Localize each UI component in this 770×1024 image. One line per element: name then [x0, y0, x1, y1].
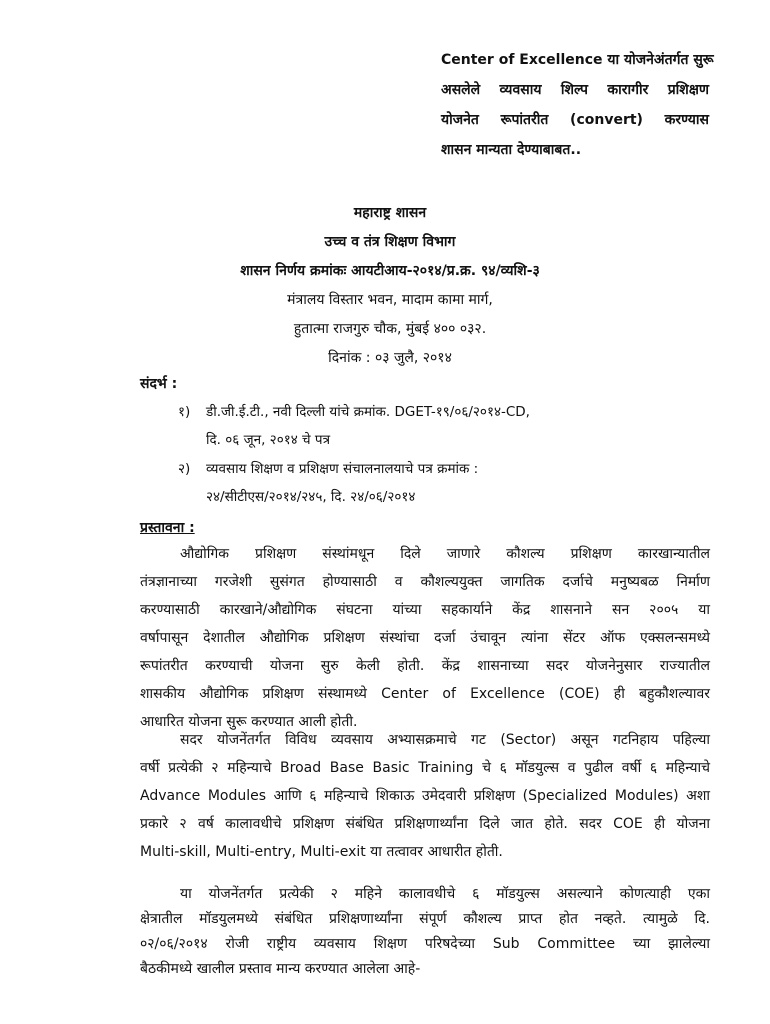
paragraph-line: Multi-skill, Multi-entry, Multi-exit या तत्वावर आधारीत होती. — [140, 844, 503, 860]
paragraph-line: करण्यासाठी कारखाने/औद्योगिक संघटना यांच्या सहकार्याने केंद्र शासनाने सन २००५ या — [140, 602, 710, 618]
reference-line: २४/सीटीएस/२०१४/२४५, दि. २४/०६/२०१४ — [206, 489, 416, 505]
paragraph-line: वर्षापासून देशातील औद्योगिक प्रशिक्षण संस्थांचा दर्जा उंचावून त्यांना सेंटर ऑफ एक्सलन्समध्ये — [140, 630, 710, 646]
subject-line: असलेले व्यवसाय शिल्प कारागीर प्रशिक्षण — [441, 82, 709, 98]
reference-number: २) — [178, 461, 191, 477]
subject-line: Center of Excellence या योजनेअंतर्गत सुरू — [441, 52, 714, 68]
paragraph-line: रूपांतरीत करण्याची योजना सुरु केली होती. केंद्र शासनाच्या सदर योजनेनुसार राज्यातील — [140, 658, 710, 674]
document-header — [140, 203, 640, 377]
reference-item — [178, 459, 698, 507]
paragraph-line: क्षेत्रातील मॉडयुलमध्ये संबंधित प्रशिक्षणार्थ्यांना संपूर्ण कौशल्य प्राप्त होत नव्हते. त्यामुळे दि. — [140, 911, 710, 927]
paragraph-line: Advance Modules आणि ६ महिन्याचे शिकाऊ उमेदवारी प्रशिक्षण (Specialized Modules) अशा — [140, 788, 710, 804]
references-list — [178, 402, 698, 507]
gr-number: शासन निर्णय क्रमांकः आयटीआय-२०१४/प्र.क्र. ९४/व्यशि-३ — [240, 263, 540, 279]
references-label: संदर्भ : — [140, 376, 178, 392]
reference-number: १) — [178, 404, 191, 420]
paragraph-line: आधारित योजना सुरू करण्यात आली होती. — [140, 714, 358, 730]
paragraph-line: वर्षी प्रत्येकी २ महिन्याचे Broad Base Basic Training चे ६ मॉडयुल्स व पुढील वर्षी ६ महिन्याचे — [140, 760, 710, 776]
paragraph-line: औद्योगिक प्रशिक्षण संस्थांमधून दिले जाणारे कौशल्य प्रशिक्षण कारखान्यातील — [180, 546, 710, 562]
subject-line: योजनेत रूपांतरीत (convert) करण्यास — [441, 112, 709, 128]
department-name: उच्च व तंत्र शिक्षण विभाग — [324, 234, 456, 250]
paragraph-line: सदर योजनेंतर्गत विविध व्यवसाय अभ्यासक्रमाचे गट (Sector) असून गटनिहाय पहिल्या — [180, 732, 710, 748]
paragraph-line: या योजनेंतर्गत प्रत्येकी २ महिने कालावधीचे ६ मॉडयुल्स असल्याने कोणत्याही एका — [180, 886, 710, 902]
subject-block — [441, 50, 714, 170]
preamble-paragraph-2 — [140, 726, 710, 866]
paragraph-line: बैठकीमध्ये खालील प्रस्ताव मान्य करण्यात आलेला आहे- — [140, 961, 421, 977]
government-name: महाराष्ट्र शासन — [353, 205, 427, 221]
reference-line: दि. ०६ जून, २०१४ चे पत्र — [206, 432, 331, 448]
paragraph-line: प्रकारे २ वर्ष कालावधीचे प्रशिक्षण संबंधित प्रशिक्षणार्थ्यांना दिले जात होते. सदर COE ही योजना — [140, 816, 710, 832]
address-line-1: मंत्रालय विस्तार भवन, मादाम कामा मार्ग, — [287, 292, 493, 308]
document-date: दिनांक : ०३ जुलै, २०१४ — [328, 350, 452, 366]
preamble-heading: प्रस्तावना : — [140, 520, 195, 536]
subject-line: शासन मान्यता देण्याबाबत.. — [441, 142, 582, 158]
paragraph-line: ०२/०६/२०१४ रोजी राष्ट्रीय व्यवसाय शिक्षण परिषदेच्या Sub Committee च्या झालेल्या — [140, 936, 710, 952]
paragraph-line: शासकीय औद्योगिक प्रशिक्षण संस्थामध्ये Center of Excellence (COE) ही बहुकौशल्यावर — [140, 686, 710, 702]
reference-line: डी.जी.ई.टी., नवी दिल्ली यांचे क्रमांक. DGET-१९/०६/२०१४-CD, — [206, 404, 530, 420]
address-line-2: हुतात्मा राजगुरु चौक, मुंबई ४०० ०३२. — [293, 321, 487, 337]
preamble-paragraph-3 — [140, 882, 710, 982]
reference-line: व्यवसाय शिक्षण व प्रशिक्षण संचालनालयाचे पत्र क्रमांक : — [206, 461, 479, 477]
paragraph-line: तंत्रज्ञानाच्या गरजेशी सुसंगत होण्यासाठी व कौशल्ययुक्त जागतिक दर्जाचे मनुष्यबळ निर्माण — [140, 574, 710, 590]
reference-item — [178, 402, 698, 450]
preamble-paragraph-1 — [140, 540, 710, 736]
